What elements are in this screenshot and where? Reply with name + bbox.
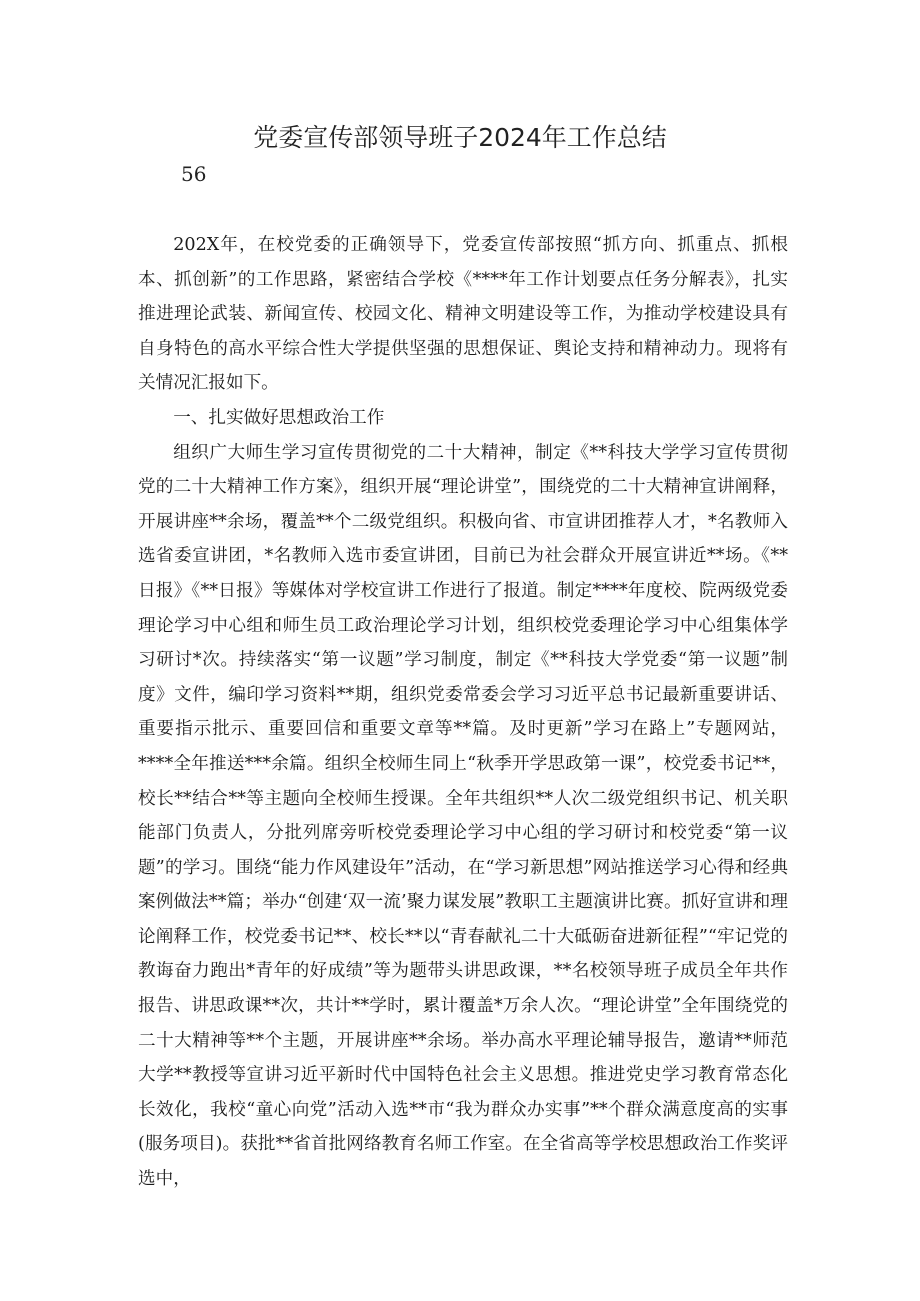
section-heading: 一、扎实做好思想政治工作: [173, 407, 385, 428]
document-number: 56: [181, 162, 207, 186]
paragraph-section-1: 组织广大师生学习宣传贯彻党的二十大精神，制定《**科技大学学习宣传贯彻党的二十大精神工作方案》，组织开展“理论讲堂”，围绕党的二十大精神宣讲阐释，开展讲座**余场，覆盖**个二级党组织。积极向省、市宣讲团推荐人才，*名教师入选省委宣讲团，*名教师入选市委宣讲团，目前已为社会群众开展宣讲近**场。《**日报》《**日报》等媒体对学校宣讲工作进行了报道。制定****年度校、院两级党委理论学习中心组和师生员工政治理论学习计划，组织校党委理论学习中心组集体学习研讨*次。持续落实“第一议题”学习制度，制定《**科技大学党委“第一议题”制度》文件，编印学习资料**期，组织党委常委会学习习近平总书记最新重要讲话、重要指示批示、重要回信和重要文章等**篇。及时更新”学习在路上”专题网站，****全年推送***余篇。组织全校师生同上“秋季开学思政第一课”，校党委书记**，校长**结合**等主题向全校师生授课。全年共组织**人次二级党组织书记、机关职能部门负责人，分批列席旁听校党委理论学习中心组的学习研讨和校党委“第一议题”的学习。围绕“能力作风建设年”活动，在“学习新思想”网站推送学习心得和经典案例做法**篇；举办“创建‘双一流’聚力谋发展”教职工主题演讲比赛。抓好宣讲和理论阐释工作，校党委书记**、校长**以“青春献礼二十大砥砺奋进新征程”“牢记党的教诲奋力跑出*青年的好成绩”等为题带头讲思政课，**名校领导班子成员全年共作报告、讲思政课**次，共计**学时，累计覆盖*万余人次。“理论讲堂”全年围绕党的二十大精神等**个主题，开展讲座**余场。举办高水平理论辅导报告，邀请**师范大学**教授等宣讲习近平新时代中国特色社会主义思想。推进党史学习教育常态化长效化，我校“童心向党”活动入选**市“我为群众办实事”**个群众满意度高的实事(服务项目)。获批**省首批网络教育名师工作室。在全省高等学校思想政治工作奖评选中，: [138, 442, 788, 1190]
document-body: [138, 228, 788, 1197]
paragraph-intro: 202X年，在校党委的正确领导下，党委宣传部按照“抓方向、抓重点、抓根本、抓创新”的工作思路，紧密结合学校《****年工作计划要点任务分解表》，扎实推进理论武装、新闻宣传、校园文化、精神文明建设等工作，为推动学校建设具有自身特色的高水平综合性大学提供坚强的思想保证、舆论支持和精神动力。现将有关情况汇报如下。: [138, 235, 788, 394]
document-title: 党委宣传部领导班子2024年工作总结: [253, 123, 667, 152]
